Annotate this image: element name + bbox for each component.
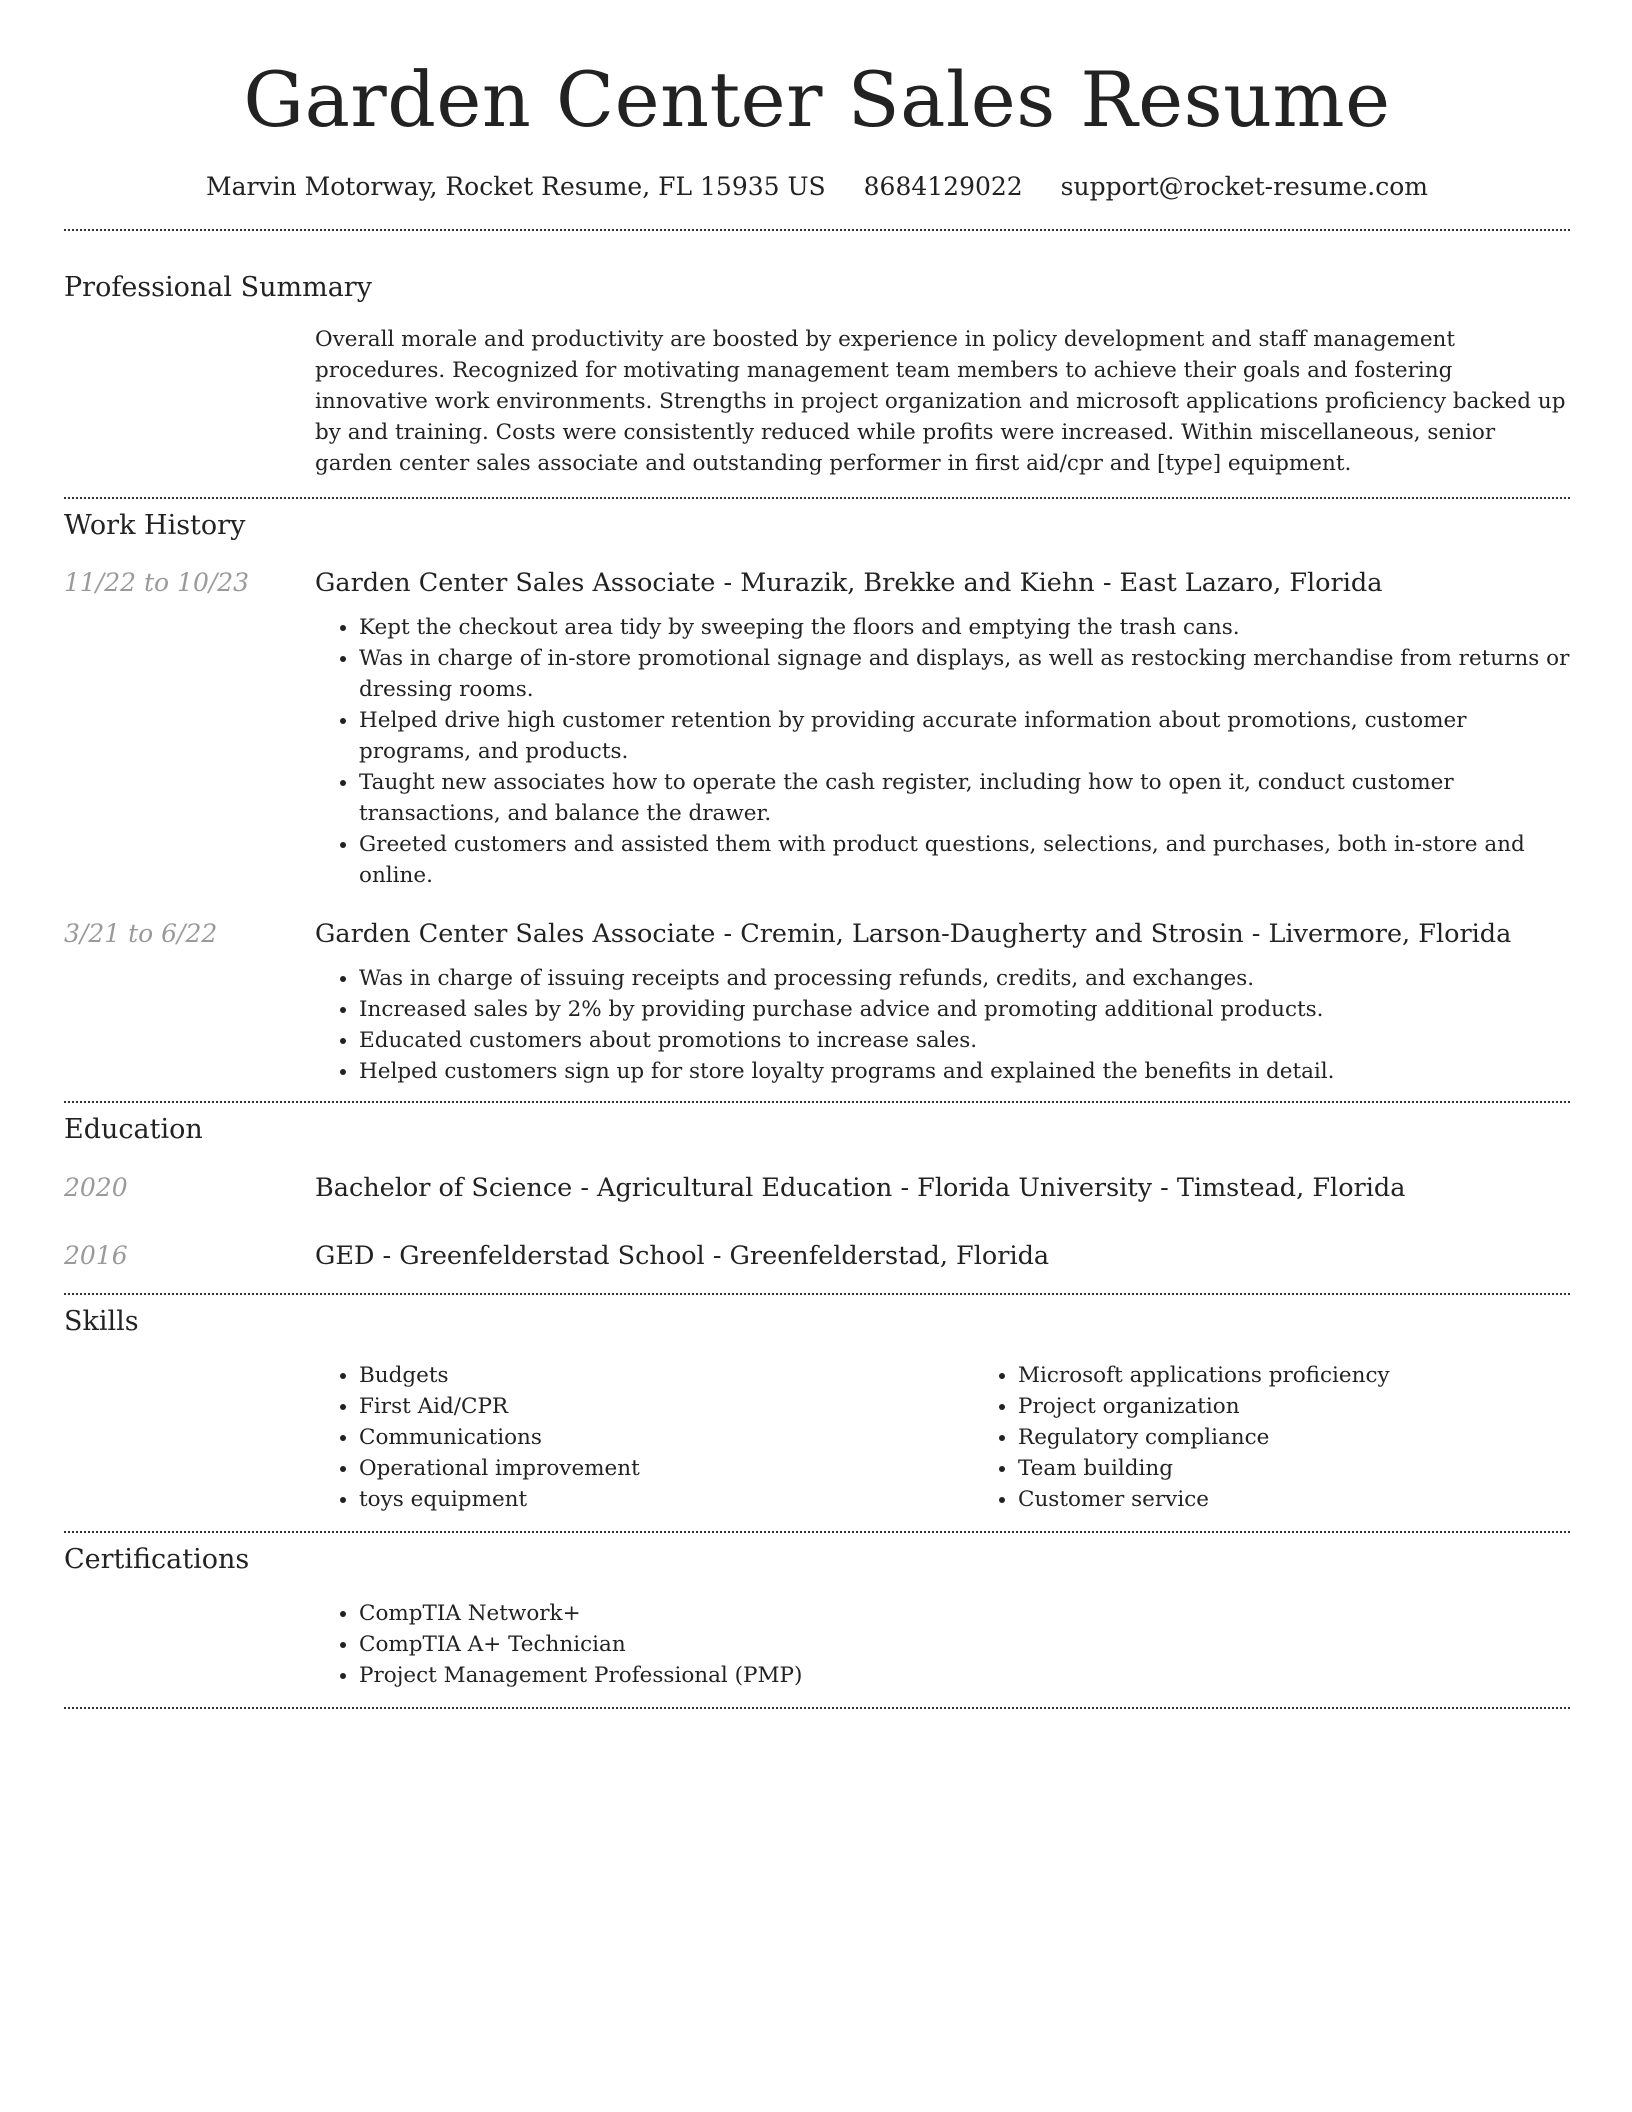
divider — [64, 1531, 1570, 1533]
certifications-row — [64, 1598, 1570, 1691]
job-dates: 3/21 to 6/22 — [64, 919, 218, 948]
list-item: • Helped customers sign up for store loyalty programs and explained the benefits in detail. — [359, 1056, 1570, 1087]
divider — [64, 1293, 1570, 1295]
contact-phone: 8684129022 — [863, 172, 1023, 201]
list-item: • Project organization — [1018, 1391, 1632, 1422]
list-item: • Increased sales by 2% by providing purchase advice and promoting additional products. — [359, 994, 1570, 1025]
education-text: Bachelor of Science - Agricultural Education - Florida University - Timstead, Florida — [315, 1173, 1406, 1203]
list-item: • Customer service — [1018, 1484, 1632, 1515]
list-item: • Microsoft applications proficiency — [1018, 1360, 1632, 1391]
divider — [64, 1101, 1570, 1103]
job-title: Garden Center Sales Associate - Murazik, Brekke and Kiehn - East Lazaro, Florida — [315, 568, 1383, 598]
list-item: • Communications — [359, 1422, 974, 1453]
list-item: • Project Management Professional (PMP) — [359, 1660, 1570, 1691]
skills-list-right — [974, 1360, 1632, 1515]
list-item: • Kept the checkout area tidy by sweeping the floors and emptying the trash cans. — [359, 612, 1570, 643]
job-dates: 11/22 to 10/23 — [64, 568, 250, 597]
education-year: 2020 — [64, 1173, 128, 1202]
list-item: • Helped drive high customer retention by providing accurate information about promotions, customer programs, and products. — [359, 705, 1570, 767]
skills-row — [64, 1360, 1570, 1515]
list-item: • Budgets — [359, 1360, 974, 1391]
list-item: • Team building — [1018, 1453, 1632, 1484]
list-item: • Operational improvement — [359, 1453, 974, 1484]
list-item: • Was in charge of issuing receipts and processing refunds, credits, and exchanges. — [359, 963, 1570, 994]
contact-address: Marvin Motorway, Rocket Resume, FL 15935 US — [206, 172, 826, 201]
list-item: • Was in charge of in-store promotional signage and displays, as well as restocking merchandise from returns or dressing rooms. — [359, 643, 1570, 705]
education-year: 2016 — [64, 1241, 128, 1270]
section-heading-work: Work History — [64, 510, 246, 541]
list-item: • Educated customers about promotions to increase sales. — [359, 1025, 1570, 1056]
list-item: • CompTIA Network+ — [359, 1598, 1570, 1629]
certifications-list — [315, 1598, 1570, 1691]
resume-page — [64, 0, 1570, 1709]
section-heading-education: Education — [64, 1114, 203, 1145]
summary-row — [64, 324, 1570, 479]
list-item: • CompTIA A+ Technician — [359, 1629, 1570, 1660]
job-bullets — [315, 612, 1570, 891]
divider — [64, 229, 1570, 231]
contact-line — [64, 170, 1570, 204]
summary-text: Overall morale and productivity are boosted by experience in policy development and staff management procedures. Recognized for motivating management team members to achieve their goals and fostering innovative work environments. Strengths in project organization and microsoft applications proficiency backed up by and training. Costs were consistently reduced while profits were increased. Within miscellaneous, senior garden center sales associate and outstanding performer in first aid/cpr and [type] equipment. — [315, 327, 1566, 476]
education-entry — [64, 1239, 1570, 1273]
section-heading-certifications: Certifications — [64, 1544, 250, 1575]
job-bullets — [315, 963, 1570, 1087]
list-item: • Taught new associates how to operate the cash register, including how to open it, conduct customer transactions, and balance the drawer. — [359, 767, 1570, 829]
skills-list-left — [315, 1360, 974, 1515]
list-item: • toys equipment — [359, 1484, 974, 1515]
divider — [64, 497, 1570, 499]
section-heading-skills: Skills — [64, 1306, 139, 1337]
contact-email: support@rocket-resume.com — [1060, 172, 1428, 201]
section-heading-summary: Professional Summary — [64, 272, 372, 303]
list-item: • First Aid/CPR — [359, 1391, 974, 1422]
education-entry — [64, 1171, 1570, 1205]
education-text: GED - Greenfelderstad School - Greenfelderstad, Florida — [315, 1241, 1050, 1271]
list-item: • Regulatory compliance — [1018, 1422, 1632, 1453]
job-entry — [64, 917, 1570, 1087]
resume-title: Garden Center Sales Resume — [243, 55, 1391, 144]
list-item: • Greeted customers and assisted them with product questions, selections, and purchases, both in-store and online. — [359, 829, 1570, 891]
job-entry — [64, 566, 1570, 891]
job-title: Garden Center Sales Associate - Cremin, Larson-Daugherty and Strosin - Livermore, Florida — [315, 919, 1512, 949]
divider — [64, 1707, 1570, 1709]
